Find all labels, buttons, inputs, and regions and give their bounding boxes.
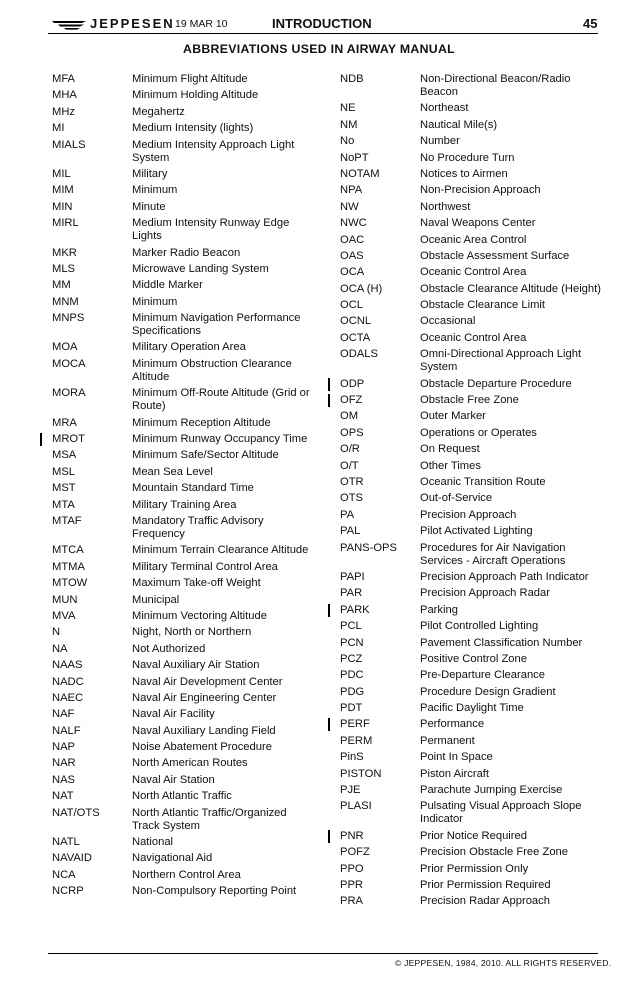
abbreviation-row [52,561,322,574]
abbreviation-row [340,315,610,328]
definition: Military Terminal Control Area [132,560,278,573]
abbreviation: N [52,626,61,639]
abbreviation: PAL [340,525,361,538]
abbreviation: MSA [52,449,77,462]
abbreviation-row [52,168,322,181]
definition: Naval Air Development Center [132,675,283,688]
abbreviation-row [52,643,322,656]
abbreviation-row [52,358,322,384]
abbreviation: No [340,135,355,148]
abbreviation: MHz [52,105,75,118]
abbreviation: PPR [340,878,364,891]
definition: Middle Marker [132,279,203,292]
abbreviation: NCRP [52,885,84,898]
definition: Piston Aircraft [420,767,490,780]
abbreviation: OCA [340,266,365,279]
abbreviation: OCA (H) [340,282,383,295]
abbreviation: MLS [52,262,76,275]
abbreviation: MTCA [52,544,84,557]
definition: Prior Permission Only [420,862,529,875]
abbreviation: OFZ [340,394,363,407]
abbreviation: OM [340,410,359,423]
definition: Maximum Take-off Weight [132,577,261,590]
change-bar [328,604,330,617]
definition: Navigational Aid [132,852,213,865]
definition: North American Routes [132,757,248,770]
definition: Minute [132,200,166,213]
definition: Prior Permission Required [420,878,551,891]
abbreviation-row [52,626,322,639]
abbreviation: NAEC [52,691,84,704]
abbreviation: NDB [340,73,364,85]
jeppesen-logo [52,16,175,31]
abbreviation: PCN [340,636,364,649]
abbreviation-row [52,296,322,309]
abbreviation: NAR [52,757,76,770]
abbreviation-row [340,686,610,699]
abbreviation: MVA [52,609,76,622]
definition: Precision Radar Approach [420,895,550,908]
abbreviation-row [52,774,322,787]
page-header [0,0,638,40]
abbreviation-row [52,836,322,849]
definition: Night, North or Northern [132,626,252,639]
definition: Naval Air Facility [132,708,215,721]
abbreviation: OAS [340,249,364,262]
abbreviation-row [340,460,610,473]
definition: Precision Approach Radar [420,587,550,600]
abbreviation-row [340,863,610,876]
abbreviation-row [52,659,322,672]
abbreviation: MTMA [52,560,85,573]
abbreviation-row [52,89,322,102]
definition: Procedure Design Gradient [420,685,556,698]
abbreviation-row [340,102,610,115]
change-bar [328,378,330,391]
abbreviation: NAS [52,773,76,786]
abbreviation: PCL [340,620,362,633]
abbreviation-row [340,620,610,633]
abbreviation-row [340,571,610,584]
abbreviation-row [52,708,322,721]
abbreviation: NADC [52,675,84,688]
definition: Mean Sea Level [132,465,213,478]
abbreviation-row [340,217,610,230]
abbreviation-row [340,637,610,650]
abbreviation-row [52,869,322,882]
definition: Permanent [420,734,475,747]
change-bar [328,718,330,731]
copyright-footer: © JEPPESEN, 1984, 2010. ALL RIGHTS RESERVED. [395,958,612,968]
logo-text: JEPPESEN [90,16,175,31]
abbreviation-row [52,433,322,446]
definition: Mountain Standard Time [132,482,254,495]
abbreviation: O/R [340,443,360,456]
abbreviation: MNM [52,295,79,308]
abbreviation-row [52,577,322,590]
abbreviation-row [340,73,610,99]
change-bar [328,830,330,843]
abbreviation-row [340,283,610,296]
abbreviation-row [52,201,322,214]
abbreviation: PRA [340,895,364,908]
definition: Oceanic Control Area [420,331,527,344]
change-bar [40,433,42,446]
left-column [52,73,322,902]
definition: North Atlantic Traffic [132,790,232,803]
abbreviation-row [340,443,610,456]
abbreviation-row [340,168,610,181]
definition: Obstacle Clearance Limit [420,299,545,312]
footer-rule [48,953,598,954]
definition: No Procedure Turn [420,151,515,164]
section-title: INTRODUCTION [272,16,372,31]
abbreviation: NWC [340,217,367,230]
abbreviation-row [340,604,610,617]
abbreviation: NATL [52,836,80,849]
definition: Outer Marker [420,410,486,423]
abbreviation-row [52,466,322,479]
abbreviation-row [340,299,610,312]
abbreviation-row [52,807,322,833]
abbreviation-row [340,410,610,423]
definition: Out-of-Service [420,492,493,505]
abbreviation: NALF [52,724,81,737]
abbreviation-row [52,106,322,119]
abbreviation: OCNL [340,315,372,328]
abbreviation-row [52,139,322,165]
definition: Military Training Area [132,498,237,511]
definition: Operations or Operates [420,426,537,439]
abbreviation: MIM [52,184,74,197]
abbreviation: PNR [340,829,364,842]
abbreviation-row [340,152,610,165]
abbreviation-row [340,509,610,522]
abbreviation: NAP [52,741,76,754]
definition: Pacific Daylight Time [420,702,524,715]
definition: North Atlantic Traffic/Organized Track System [132,806,287,832]
abbreviation-row [340,830,610,843]
abbreviation-row [340,492,610,505]
definition: Obstacle Free Zone [420,394,519,407]
definition: Marker Radio Beacon [132,246,241,259]
definition: Military Operation Area [132,341,246,354]
definition: Military [132,167,168,180]
abbreviation: MSL [52,465,76,478]
abbreviation: MUN [52,593,78,606]
abbreviation: MIRL [52,217,79,230]
abbreviation: PAPI [340,570,365,583]
definition: Northeast [420,102,469,115]
abbreviation-row [340,378,610,391]
definition: Municipal [132,593,180,606]
abbreviation: NCA [52,868,76,881]
abbreviation-row [340,702,610,715]
definition: Pilot Controlled Lighting [420,620,539,633]
abbreviation-row [52,341,322,354]
definition: Minimum Navigation Performance Specifications [132,312,301,338]
abbreviation: NAF [52,708,75,721]
abbreviation: MTA [52,498,75,511]
abbreviation-row [340,250,610,263]
abbreviation: NAAS [52,659,83,672]
abbreviation: PDG [340,685,365,698]
abbreviation: MI [52,122,65,135]
abbreviation-row [52,757,322,770]
definition: Minimum Safe/Sector Altitude [132,449,279,462]
definition: Pilot Activated Lighting [420,525,533,538]
abbreviation-row [52,676,322,689]
abbreviation-row [340,846,610,859]
definition: Naval Auxiliary Landing Field [132,724,276,737]
abbreviation-row [52,312,322,338]
abbreviation-row [52,217,322,243]
abbreviation-row [52,594,322,607]
abbreviation-row [340,800,610,826]
definition: Medium Intensity Approach Light System [132,138,295,164]
abbreviation-row [52,515,322,541]
abbreviation: MORA [52,387,86,400]
abbreviation: PA [340,508,355,521]
abbreviation: POFZ [340,846,370,859]
abbreviation: MKR [52,246,77,259]
definition: Precision Approach Path Indicator [420,570,589,583]
abbreviation-row [52,247,322,260]
definition: Naval Weapons Center [420,217,536,230]
definition: Medium Intensity Runway Edge Lights [132,217,290,243]
abbreviation: PDT [340,702,363,715]
abbreviation-row [52,184,322,197]
abbreviation-row [340,266,610,279]
change-bar [328,394,330,407]
definition: Minimum Flight Altitude [132,73,248,85]
definition: Mandatory Traffic Advisory Frequency [132,514,264,540]
abbreviation: MROT [52,433,85,446]
jeppesen-wing-icon [52,18,88,30]
abbreviation-row [340,135,610,148]
abbreviation: PLASI [340,800,372,813]
abbreviation-row [52,122,322,135]
abbreviation: MST [52,482,76,495]
abbreviation: NW [340,200,359,213]
definition: Minimum Vectoring Altitude [132,609,267,622]
abbreviation-row [340,587,610,600]
abbreviation: OAC [340,233,365,246]
abbreviation-row [52,73,322,86]
definition: Not Authorized [132,642,206,655]
abbreviation: MTOW [52,577,88,590]
abbreviation: PAR [340,587,363,600]
abbreviation-row [52,449,322,462]
abbreviation: OCTA [340,331,371,344]
abbreviation: NAT/OTS [52,806,100,819]
abbreviation-row [340,784,610,797]
abbreviation-row [52,852,322,865]
abbreviation-row [340,735,610,748]
definition: Parking [420,603,458,616]
abbreviation-row [340,476,610,489]
definition: Precision Approach [420,508,517,521]
abbreviation-row [340,751,610,764]
definition: Non-Compulsory Reporting Point [132,885,297,898]
definition: Non-Precision Approach [420,184,541,197]
abbreviation-row [52,499,322,512]
abbreviation-row [340,653,610,666]
abbreviation: PERM [340,734,373,747]
definition: Nautical Mile(s) [420,118,498,131]
definition: Minimum [132,295,178,308]
definition: Obstacle Departure Procedure [420,377,572,390]
abbreviation-row [340,718,610,731]
abbreviation: NOTAM [340,167,380,180]
definition: Northwest [420,200,471,213]
definition: Naval Air Engineering Center [132,691,277,704]
abbreviation: MM [52,279,71,292]
abbreviation-row [340,768,610,781]
abbreviation-row [52,482,322,495]
definition: Procedures for Air Navigation Services - Aircraft Operations [420,541,566,567]
abbreviation: NA [52,642,68,655]
abbreviation-row [52,387,322,413]
abbreviation-row [52,790,322,803]
definition: Obstacle Clearance Altitude (Height) [420,282,601,295]
abbreviation: PDC [340,669,364,682]
abbreviation-row [340,427,610,440]
page-number: 45 [583,16,598,31]
revision-date: 19 MAR 10 [175,18,228,30]
abbreviation: MIN [52,200,73,213]
abbreviation: ODP [340,377,365,390]
definition: Naval Air Station [132,773,215,786]
definition: Minimum Holding Altitude [132,89,259,102]
abbreviation: ODALS [340,348,378,361]
abbreviation-row [340,525,610,538]
definition: Pre-Departure Clearance [420,669,545,682]
abbreviation-row [340,542,610,568]
definition: Minimum Runway Occupancy Time [132,433,308,446]
definition: Positive Control Zone [420,652,527,665]
abbreviation-row [340,348,610,374]
abbreviation-row [340,184,610,197]
abbreviation: PERF [340,718,370,731]
page-title: ABBREVIATIONS USED IN AIRWAY MANUAL [183,42,455,56]
definition: Minimum Terrain Clearance Altitude [132,544,309,557]
definition: Minimum Obstruction Clearance Altitude [132,357,292,383]
definition: Performance [420,718,485,731]
definition: On Request [420,443,480,456]
abbreviation: NE [340,102,356,115]
abbreviation-row [340,895,610,908]
abbreviation-row [340,234,610,247]
abbreviation-row [340,394,610,407]
definition: Occasional [420,315,476,328]
definition: Pulsating Visual Approach Slope Indicator [420,800,582,826]
definition: Omni-Directional Approach Light System [420,348,582,374]
definition: National [132,836,174,849]
abbreviation: MRA [52,416,77,429]
definition: Precision Obstacle Free Zone [420,846,568,859]
abbreviation: MFA [52,73,75,85]
abbreviation-row [340,879,610,892]
abbreviation: MHA [52,89,77,102]
abbreviation: NM [340,118,358,131]
definition: Obstacle Assessment Surface [420,249,570,262]
definition: Oceanic Control Area [420,266,527,279]
abbreviation-row [340,201,610,214]
abbreviation: PinS [340,751,364,764]
abbreviation: PJE [340,784,361,797]
abbreviation: NoPT [340,151,369,164]
abbreviation: MOCA [52,357,86,370]
definition: Number [420,135,460,148]
abbreviation: MOA [52,341,78,354]
definition: Other Times [420,459,481,472]
abbreviation-row [52,279,322,292]
definition: Notices to Airmen [420,167,508,180]
definition: Oceanic Transition Route [420,475,546,488]
header-rule [48,33,598,34]
abbreviation-row [340,669,610,682]
abbreviation: O/T [340,459,359,472]
abbreviation: MIALS [52,138,86,151]
definition: Megahertz [132,105,185,118]
abbreviation: OCL [340,299,364,312]
definition: Point In Space [420,751,493,764]
definition: Minimum Off-Route Altitude (Grid or Route) [132,387,310,413]
right-column [340,73,610,912]
abbreviation-row [52,725,322,738]
abbreviation: PCZ [340,652,363,665]
definition: Non-Directional Beacon/Radio Beacon [420,73,571,98]
abbreviation: OTR [340,475,364,488]
abbreviation-row [52,544,322,557]
definition: Noise Abatement Procedure [132,741,272,754]
definition: Pavement Classification Number [420,636,583,649]
abbreviation: OTS [340,492,363,505]
abbreviation-row [52,741,322,754]
abbreviation-row [340,119,610,132]
definition: Oceanic Area Control [420,233,527,246]
abbreviation: PPO [340,862,364,875]
abbreviation-row [52,885,322,898]
definition: Prior Notice Required [420,829,527,842]
abbreviation-row [52,610,322,623]
abbreviation: PANS-OPS [340,541,397,554]
abbreviation-row [340,332,610,345]
abbreviation: MIL [52,167,71,180]
abbreviation: PARK [340,603,370,616]
abbreviation: NPA [340,184,363,197]
abbreviation-row [52,263,322,276]
abbreviation: MNPS [52,312,85,325]
abbreviation: PISTON [340,767,382,780]
abbreviation: MTAF [52,514,82,527]
abbreviation: NAVAID [52,852,92,865]
definition: Parachute Jumping Exercise [420,784,563,797]
abbreviation-row [52,692,322,705]
abbreviation: OPS [340,426,364,439]
definition: Microwave Landing System [132,262,269,275]
definition: Northern Control Area [132,868,241,881]
definition: Minimum [132,184,178,197]
definition: Medium Intensity (lights) [132,122,254,135]
definition: Minimum Reception Altitude [132,416,271,429]
abbreviation-row [52,417,322,430]
definition: Naval Auxiliary Air Station [132,659,260,672]
abbreviation: NAT [52,790,74,803]
